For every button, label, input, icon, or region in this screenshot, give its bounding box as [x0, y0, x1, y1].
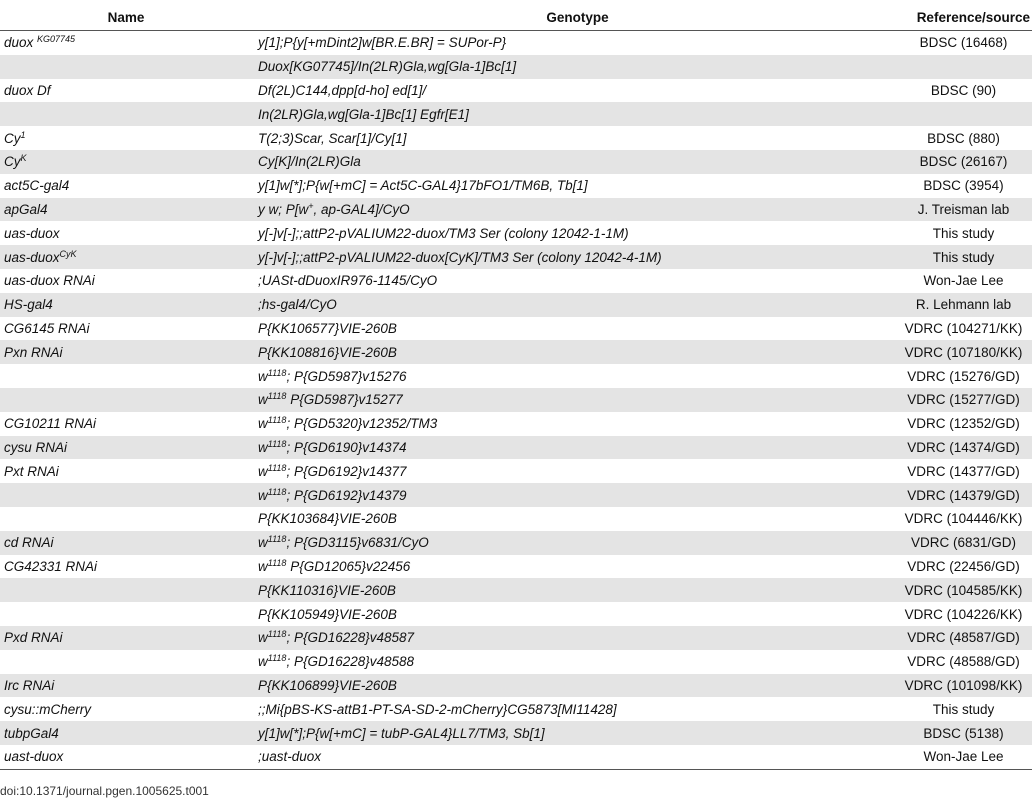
name-text: Cy	[4, 154, 21, 170]
name-superscript: K	[20, 153, 27, 164]
genotype-text: P{KK110316}VIE-260B	[258, 582, 396, 598]
genotype-text: ; P{GD16228}v48587	[286, 630, 415, 646]
cell-genotype	[252, 464, 897, 479]
cell-reference	[897, 440, 1032, 455]
cell-genotype	[252, 749, 897, 764]
genotype-superscript: 1118	[267, 653, 287, 664]
name-text: Pxt RNAi	[4, 463, 59, 479]
cell-genotype	[252, 392, 897, 407]
cell-name	[0, 345, 252, 360]
genotype-text: ; P{GD5987}v15276	[286, 368, 407, 384]
cell-genotype	[252, 511, 897, 526]
genotype-superscript: 1118	[267, 486, 287, 497]
genotype-text: ;uast-duox	[258, 749, 322, 765]
cell-name	[0, 83, 252, 98]
genotype-text: w	[258, 463, 268, 479]
genotype-superscript: 1118	[267, 438, 287, 449]
reference-text: VDRC (48588/GD)	[907, 654, 1020, 670]
genotype-text: y[-]v[-];;attP2-pVALIUM22-duox[CyK]/TM3 Ser (colony 12042-4-1M)	[258, 249, 662, 265]
genotype-superscript: 1118	[267, 462, 287, 473]
cell-name	[0, 202, 252, 217]
genotype-text: P{GD5987}v15277	[286, 392, 403, 408]
table-row	[0, 102, 1032, 126]
cell-genotype	[252, 131, 897, 146]
cell-genotype	[252, 35, 897, 50]
cell-name	[0, 559, 252, 574]
genotype-text: w	[258, 416, 268, 432]
reference-text: Won-Jae Lee	[923, 749, 1004, 765]
cell-name	[0, 131, 252, 146]
name-text: duox Df	[4, 82, 51, 98]
name-text: HS-gal4	[4, 297, 53, 313]
name-text: apGal4	[4, 201, 48, 217]
table-row	[0, 578, 1032, 602]
cell-reference	[897, 154, 1032, 169]
cell-genotype	[252, 678, 897, 693]
reference-text: VDRC (15276/GD)	[907, 368, 1020, 384]
genotype-text: w	[258, 558, 268, 574]
reference-text: VDRC (107180/KK)	[904, 344, 1023, 360]
genotype-text: P{KK103684}VIE-260B	[258, 511, 397, 527]
table-row	[0, 674, 1032, 698]
cell-reference	[897, 678, 1032, 693]
genotype-text: ; P{GD16228}v48588	[286, 654, 415, 670]
cell-genotype	[252, 178, 897, 193]
cell-reference	[897, 654, 1032, 669]
genotype-text: w	[258, 535, 268, 551]
reference-text: VDRC (14377/GD)	[907, 463, 1020, 479]
cell-genotype	[252, 583, 897, 598]
cell-name	[0, 273, 252, 288]
cell-reference	[897, 702, 1032, 717]
cell-genotype	[252, 535, 897, 550]
name-text: Cy	[4, 130, 21, 146]
cell-name	[0, 321, 252, 336]
table-row	[0, 126, 1032, 150]
genotype-text: T(2;3)Scar, Scar[1]/Cy[1]	[258, 130, 407, 146]
genotype-text: w	[258, 439, 268, 455]
name-text: CG10211 RNAi	[4, 416, 97, 432]
table-row	[0, 483, 1032, 507]
cell-genotype	[252, 630, 897, 645]
cell-name	[0, 178, 252, 193]
table-row	[0, 721, 1032, 745]
genotype-text: w	[258, 368, 268, 384]
genotype-text: w	[258, 392, 268, 408]
cell-name	[0, 35, 252, 50]
cell-reference	[897, 297, 1032, 312]
cell-genotype	[252, 726, 897, 741]
name-text: CG6145 RNAi	[4, 320, 90, 336]
genotype-text: P{GD12065}v22456	[286, 558, 411, 574]
name-text: uast-duox	[4, 749, 64, 765]
genotype-text: P{KK105949}VIE-260B	[258, 606, 397, 622]
table-row	[0, 745, 1032, 769]
cell-name	[0, 702, 252, 717]
cell-genotype	[252, 273, 897, 288]
cell-reference	[897, 392, 1032, 407]
table-row	[0, 245, 1032, 269]
name-superscript: KG07745	[37, 34, 76, 45]
reference-text: BDSC (16468)	[919, 35, 1008, 51]
table-row	[0, 221, 1032, 245]
name-text: cysu RNAi	[4, 439, 68, 455]
cell-reference	[897, 83, 1032, 98]
name-text: CG42331 RNAi	[4, 558, 98, 574]
table-row	[0, 531, 1032, 555]
name-superscript: 1	[20, 129, 26, 140]
cell-reference	[897, 583, 1032, 598]
reference-text: VDRC (15277/GD)	[907, 392, 1020, 408]
name-text: act5C-gal4	[4, 178, 70, 194]
genotype-text: P{KK106577}VIE-260B	[258, 320, 397, 336]
genotype-text: Df(2L)C144,dpp[d-ho] ed[1]/	[258, 82, 427, 98]
genotype-superscript: 1118	[267, 629, 287, 640]
cell-genotype	[252, 59, 897, 74]
reference-text: BDSC (90)	[930, 82, 997, 98]
cell-reference	[897, 369, 1032, 384]
table-row	[0, 150, 1032, 174]
cell-reference	[897, 226, 1032, 241]
name-text: Pxn RNAi	[4, 344, 63, 360]
table-row	[0, 626, 1032, 650]
genotype-text: y[1];P{y[+mDint2]w[BR.E.BR] = SUPor-P}	[258, 35, 507, 51]
genotype-superscript: 1118	[267, 391, 287, 402]
reference-text: This study	[932, 249, 995, 265]
table-row	[0, 31, 1032, 55]
genotype-text: Duox[KG07745]/In(2LR)Gla,wg[Gla-1]Bc[1]	[258, 59, 517, 75]
table-row	[0, 555, 1032, 579]
cell-reference	[897, 131, 1032, 146]
header-name: Name	[107, 10, 145, 25]
name-text: uas-duox	[4, 225, 60, 241]
cell-genotype	[252, 226, 897, 241]
table-row	[0, 340, 1032, 364]
genotype-text: ; P{GD3115}v6831/CyO	[286, 535, 429, 551]
reference-text: VDRC (6831/GD)	[910, 535, 1017, 551]
name-text: cd RNAi	[4, 535, 54, 551]
cell-name	[0, 440, 252, 455]
genotype-superscript: 1118	[267, 557, 287, 568]
reference-text: R. Lehmann lab	[915, 297, 1012, 313]
doi-caption: doi:10.1371/journal.pgen.1005625.t001	[0, 784, 209, 798]
genotype-text: w	[258, 630, 268, 646]
reference-text: VDRC (14374/GD)	[907, 439, 1020, 455]
name-text: cysu::mCherry	[4, 701, 92, 717]
table-body	[0, 31, 1032, 769]
genotype-text: P{KK108816}VIE-260B	[258, 344, 397, 360]
header-reference: Reference/source	[916, 10, 1030, 25]
reference-text: VDRC (48587/GD)	[907, 630, 1020, 646]
table-header	[0, 5, 1032, 31]
cell-reference	[897, 488, 1032, 503]
cell-reference	[897, 726, 1032, 741]
cell-reference	[897, 630, 1032, 645]
reference-text: VDRC (12352/GD)	[907, 416, 1020, 432]
name-text: Pxd RNAi	[4, 630, 63, 646]
genotype-text: y w; P[w	[258, 201, 309, 217]
reference-text: This study	[932, 701, 995, 717]
table-row	[0, 293, 1032, 317]
genotype-text: w	[258, 654, 268, 670]
table-row	[0, 364, 1032, 388]
reference-text: BDSC (26167)	[919, 154, 1008, 170]
cell-genotype	[252, 345, 897, 360]
cell-genotype	[252, 654, 897, 669]
cell-genotype	[252, 250, 897, 265]
cell-name	[0, 630, 252, 645]
name-text: uas-duox RNAi	[4, 273, 95, 289]
genotype-text: ; P{GD6192}v14377	[286, 463, 407, 479]
cell-genotype	[252, 202, 897, 217]
cell-genotype	[252, 369, 897, 384]
cell-genotype	[252, 488, 897, 503]
genotype-superscript: +	[308, 200, 314, 211]
reference-text: VDRC (14379/GD)	[907, 487, 1020, 503]
cell-reference	[897, 511, 1032, 526]
table-row	[0, 79, 1032, 103]
cell-name	[0, 154, 252, 169]
reference-text: BDSC (3954)	[923, 178, 1004, 194]
table-row	[0, 412, 1032, 436]
reference-text: VDRC (104271/KK)	[904, 320, 1023, 336]
table-row	[0, 174, 1032, 198]
cell-genotype	[252, 559, 897, 574]
table-row	[0, 507, 1032, 531]
genotype-text: y[1]w[*];P{w[+mC] = tubP-GAL4}LL7/TM3, Sb[1]	[258, 725, 545, 741]
cell-reference	[897, 178, 1032, 193]
cell-reference	[897, 749, 1032, 764]
genotype-text: ;hs-gal4/CyO	[258, 297, 337, 313]
header-genotype: Genotype	[546, 10, 609, 25]
genotype-text: Cy[K]/In(2LR)Gla	[258, 154, 361, 170]
cell-reference	[897, 416, 1032, 431]
cell-genotype	[252, 83, 897, 98]
cell-name	[0, 678, 252, 693]
cell-reference	[897, 273, 1032, 288]
reference-text: Won-Jae Lee	[923, 273, 1004, 289]
reference-text: BDSC (880)	[927, 130, 1000, 146]
reference-text: VDRC (104226/KK)	[904, 606, 1023, 622]
table-row	[0, 198, 1032, 222]
genotype-text: w	[258, 487, 268, 503]
cell-genotype	[252, 321, 897, 336]
cell-reference	[897, 464, 1032, 479]
table-row	[0, 602, 1032, 626]
cell-genotype	[252, 440, 897, 455]
name-text: tubpGal4	[4, 725, 59, 741]
cell-name	[0, 416, 252, 431]
genotype-text: ; P{GD6190}v14374	[286, 439, 407, 455]
cell-reference	[897, 35, 1032, 50]
cell-reference	[897, 607, 1032, 622]
name-text: uas-duox	[4, 249, 60, 265]
reference-text: VDRC (104585/KK)	[904, 582, 1023, 598]
cell-reference	[897, 535, 1032, 550]
cell-name	[0, 226, 252, 241]
cell-name	[0, 297, 252, 312]
cell-name	[0, 250, 252, 265]
genotype-superscript: 1118	[267, 415, 287, 426]
table-row	[0, 436, 1032, 460]
table-row	[0, 317, 1032, 341]
cell-genotype	[252, 107, 897, 122]
reference-text: BDSC (5138)	[923, 725, 1004, 741]
cell-name	[0, 464, 252, 479]
cell-genotype	[252, 702, 897, 717]
genotype-text: , ap-GAL4]/CyO	[313, 201, 410, 217]
reference-text: VDRC (104446/KK)	[904, 511, 1023, 527]
genotype-text: P{KK106899}VIE-260B	[258, 677, 397, 693]
cell-reference	[897, 321, 1032, 336]
genotype-text: y[-]v[-];;attP2-pVALIUM22-duox/TM3 Ser (colony 12042-1-1M)	[258, 225, 629, 241]
reference-text: VDRC (22456/GD)	[907, 558, 1020, 574]
table-row	[0, 697, 1032, 721]
cell-name	[0, 726, 252, 741]
cell-reference	[897, 202, 1032, 217]
cell-genotype	[252, 154, 897, 169]
genotype-text: ;;Mi{pBS-KS-attB1-PT-SA-SD-2-mCherry}CG5873[MI11428]	[258, 701, 617, 717]
reference-text: This study	[932, 225, 995, 241]
cell-genotype	[252, 297, 897, 312]
cell-genotype	[252, 607, 897, 622]
cell-reference	[897, 345, 1032, 360]
table-bottom-rule	[0, 769, 1032, 770]
table-row	[0, 388, 1032, 412]
reference-text: J. Treisman lab	[917, 201, 1010, 217]
cell-reference	[897, 559, 1032, 574]
genotype-superscript: 1118	[267, 534, 287, 545]
cell-genotype	[252, 416, 897, 431]
genotype-text: ;UASt-dDuoxIR976-1145/CyO	[258, 273, 438, 289]
table-row	[0, 459, 1032, 483]
genotype-superscript: 1118	[267, 367, 287, 378]
reference-text: VDRC (101098/KK)	[904, 677, 1023, 693]
genotype-text: ; P{GD5320}v12352/TM3	[286, 416, 438, 432]
cell-reference	[897, 250, 1032, 265]
genotype-text: ; P{GD6192}v14379	[286, 487, 407, 503]
name-text: duox	[4, 35, 38, 51]
cell-name	[0, 749, 252, 764]
name-superscript: CyK	[59, 248, 77, 259]
genotype-text: In(2LR)Gla,wg[Gla-1]Bc[1] Egfr[E1]	[258, 106, 469, 122]
genotype-text: y[1]w[*];P{w[+mC] = Act5C-GAL4}17bFO1/TM6B, Tb[1]	[258, 178, 588, 194]
table-row	[0, 269, 1032, 293]
name-text: Irc RNAi	[4, 677, 55, 693]
genotype-table	[0, 5, 1032, 770]
table-row	[0, 650, 1032, 674]
table-row	[0, 55, 1032, 79]
cell-name	[0, 535, 252, 550]
